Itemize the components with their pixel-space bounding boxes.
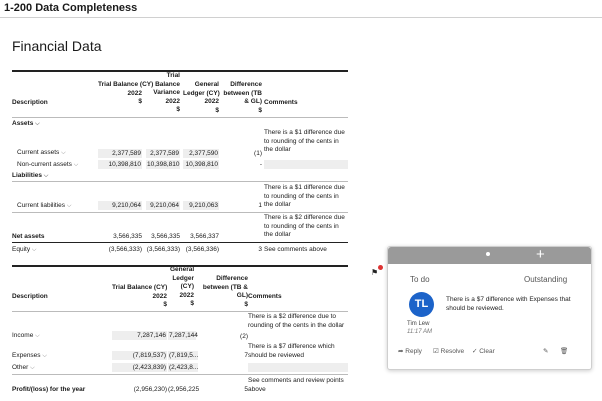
cell-value[interactable]: 9,210,064 [98,201,142,210]
cell-value[interactable]: (2,423,8... [169,364,199,371]
col-header-difference: Difference between (TB & GL) $ [202,275,248,308]
row-other[interactable]: Other ⌵ [12,364,35,371]
cell-difference: 5 [244,386,248,393]
comment-current-liabilities: There is a $1 difference due to rounding of the cents in the dollar [264,184,345,209]
comment-profit: See comments and review points above [248,377,344,393]
chevron-down-icon: ⌵ [35,333,40,339]
col-header-trial-balance: Trial Balance (CY) 2022 $ [98,81,154,106]
section-title: Financial Data [12,38,102,54]
cell-value: (3,566,333) [108,246,142,253]
cell-value[interactable]: 9,210,063 [183,201,219,210]
tab-to-do[interactable]: To do [410,275,430,284]
comment-time: 11:17 AM [407,329,433,335]
cell-value[interactable]: 2,377,589 [98,149,142,158]
cell-difference: (1) [254,150,262,157]
avatar: TL [409,292,434,317]
cell-value[interactable]: 10,398,810 [98,160,142,169]
row-expenses[interactable]: Expenses ⌵ [12,352,47,359]
comment-panel [387,246,592,370]
comment-count-badge [378,265,383,270]
comment-income: There is a $2 difference due to rounding of the cents in the dollar [248,313,345,329]
row-divider [12,242,348,243]
comment-text: There is a $7 difference with Expenses that should be reviewed. [446,296,571,312]
comment-input[interactable] [264,160,348,169]
cell-value[interactable]: (7,819,537) [112,351,167,360]
comment-author: Tim Lew [407,321,430,327]
section-assets[interactable]: Assets ⌵ [12,120,40,127]
cell-value[interactable]: 2,377,589 [146,149,180,158]
add-comment-icon[interactable]: + [536,246,545,263]
cell-value[interactable]: (2,423,839) [112,363,167,372]
cell-difference: 7 [244,352,248,359]
comment-net-assets: There is a $2 difference due to rounding of the cents in the dollar [264,214,345,239]
chevron-down-icon: ⌵ [31,247,37,253]
drag-handle-icon[interactable] [486,252,490,256]
cell-value: 3,566,335 [151,233,180,240]
cell-value[interactable]: 7,287,146 [112,331,167,340]
chevron-down-icon: ⌵ [66,203,72,209]
cell-difference: 3 [258,246,262,253]
cell-value: 3,566,337 [190,233,219,240]
cell-difference: (2) [240,333,248,340]
comment-expenses: There is a $7 difference which should be reviewed [248,343,335,359]
cell-value[interactable]: 7,287,144 [169,332,198,339]
panel-toolbar [388,247,591,264]
header-divider [0,17,602,18]
row-equity[interactable]: Equity ⌵ [12,246,37,253]
cell-value: (2,956,230) [133,386,167,393]
reply-icon: ➦ [398,348,404,355]
col-header-general-ledger: General Ledger (CY) 2022 $ [183,81,220,114]
chevron-down-icon: ⌵ [61,150,66,156]
cell-value: (2,956,225 [168,386,200,393]
row-divider [12,117,348,118]
col-header-description: Description [12,293,48,300]
comment-current-assets: There is a $1 difference due to rounding of the cents in the dollar [264,129,345,154]
row-profit-loss: Profit/(loss) for the year [12,386,86,393]
cell-value[interactable]: 9,210,064 [146,201,180,210]
comment-flag-icon[interactable]: ⚑ [371,268,379,277]
reply-button[interactable]: ➦ Reply [398,348,422,355]
page-heading: 1-200 Data Completeness [4,2,138,14]
edit-icon[interactable]: ✎ [543,348,549,355]
comment-equity: See comments above [264,246,327,253]
cell-difference: 1 [258,202,262,209]
cell-difference: - [259,161,262,168]
row-divider [12,181,348,182]
row-non-current-assets[interactable]: Non-current assets ⌵ [17,161,79,168]
clear-button[interactable]: ✓ Clear [472,348,495,355]
col-header-comments: Comments [264,99,298,106]
check-icon: ✓ [472,348,478,355]
col-header-trial-balance: Trial Balance (CY) 2022 $ [112,284,168,309]
row-divider [12,374,348,375]
section-liabilities[interactable]: Liabilities ⌵ [12,172,49,179]
cell-value: 3,566,335 [113,233,142,240]
chevron-down-icon: ⌵ [73,162,79,168]
chevron-down-icon: ⌵ [35,121,40,127]
cell-value[interactable]: 2,377,590 [183,149,219,158]
comment-input[interactable] [248,363,348,372]
trash-icon[interactable]: 🗑 [560,348,569,355]
cell-value[interactable]: 10,398,810 [147,161,180,168]
row-net-assets: Net assets [12,233,45,240]
cell-value[interactable]: 10,398,810 [183,160,219,169]
tab-outstanding[interactable]: Outstanding [524,275,568,284]
col-header-description: Description [12,99,48,106]
col-header-comments: Comments [248,293,282,300]
table-top-rule [12,70,348,72]
row-income[interactable]: Income ⌵ [12,332,40,339]
cell-value: (3,566,333) [146,246,180,253]
row-divider [12,311,348,312]
row-current-assets[interactable]: Current assets ⌵ [17,149,66,156]
col-header-variance: Trial Balance Variance 2022 $ [153,72,180,114]
resolve-icon: ☑ [433,348,439,355]
chevron-down-icon: ⌵ [42,353,47,359]
col-header-general-ledger: General Ledger (CY) 2022 $ [170,266,195,308]
resolve-button[interactable]: ☑ Resolve [433,348,465,355]
col-header-difference: Difference between (TB & GL) $ [223,81,262,114]
cell-value: (3,566,336) [185,246,219,253]
chevron-down-icon: ⌵ [43,173,49,179]
chevron-down-icon: ⌵ [30,365,35,371]
row-divider [12,212,348,213]
cell-value[interactable]: (7,819,5... [169,352,199,359]
row-current-liabilities[interactable]: Current liabilities ⌵ [17,202,72,209]
